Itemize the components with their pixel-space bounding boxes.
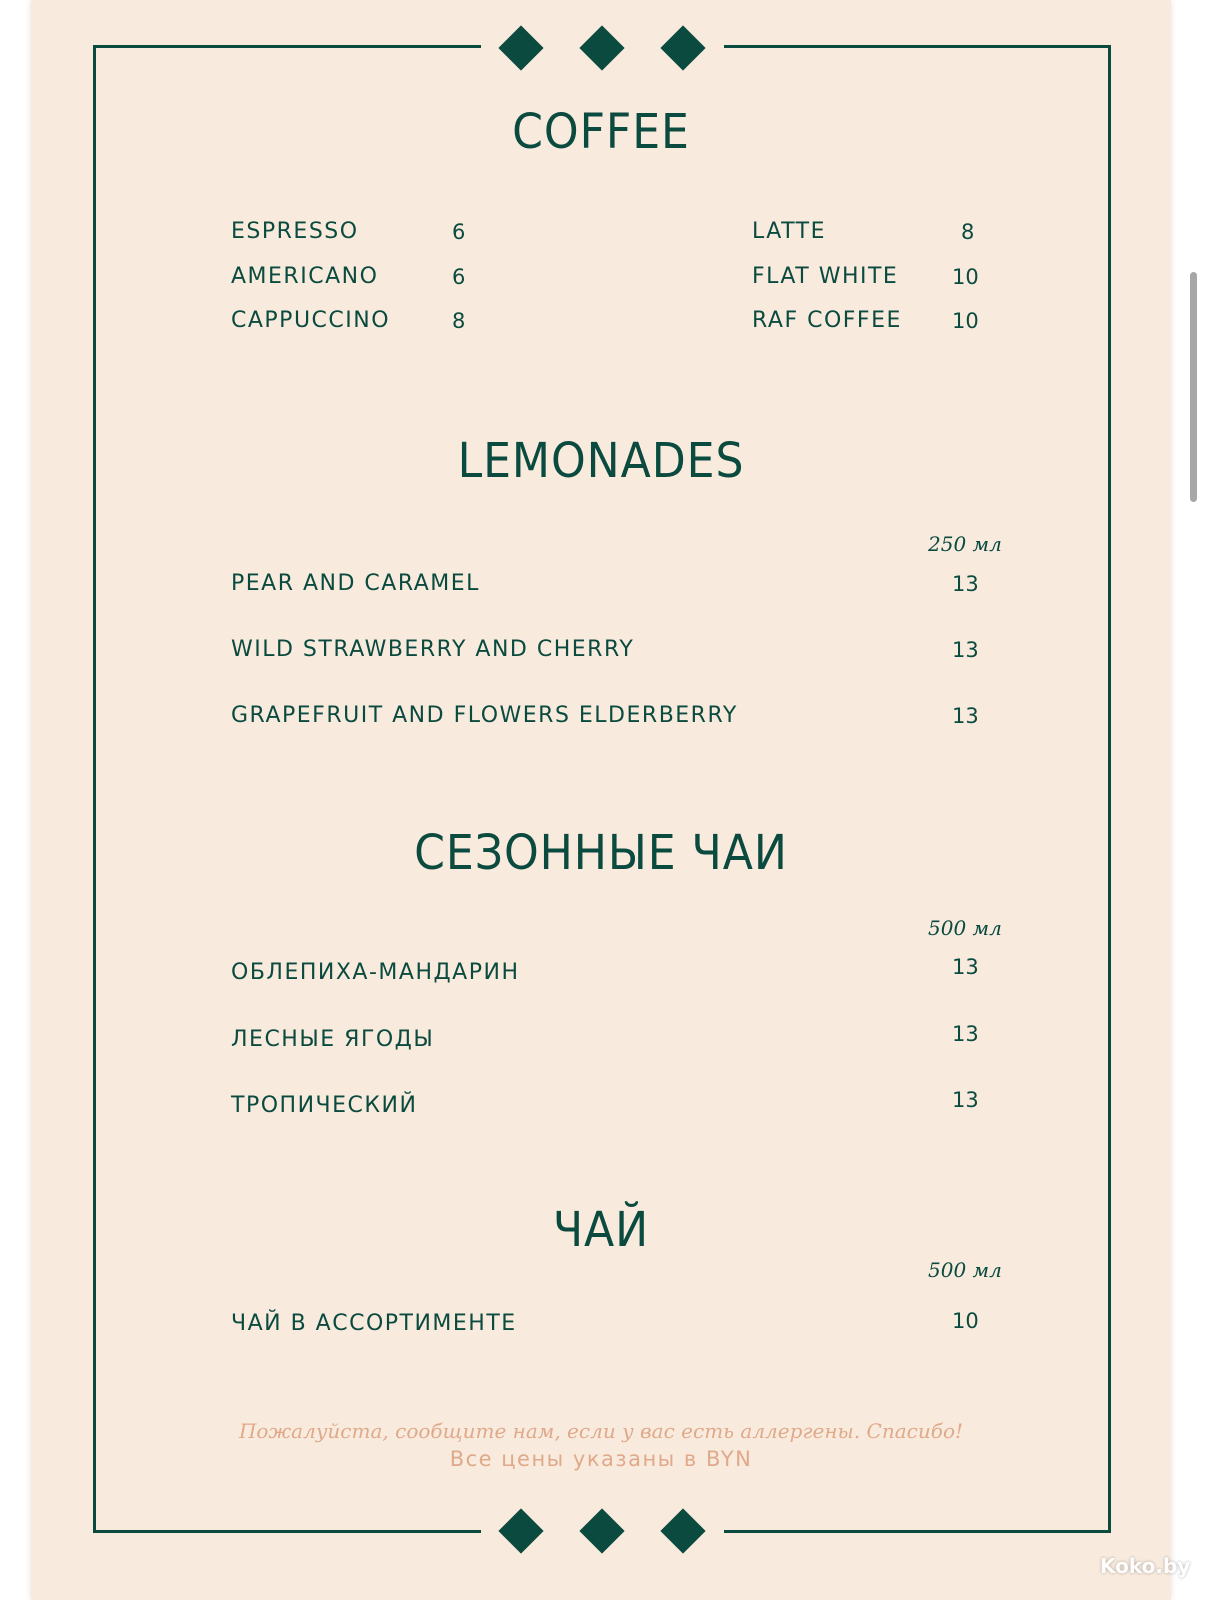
volume-label: 500 мл [928, 916, 1002, 940]
frame-bottom-right-line [724, 1530, 1111, 1533]
frame-left-line [93, 45, 96, 1533]
currency-note: Все цены указаны в BYN [449, 1447, 753, 1471]
section-title-seasonal-tea: СЕЗОННЫЕ ЧАИ [414, 825, 788, 881]
section-title-lemonades: LEMONADES [457, 433, 745, 489]
menu-item-price: 10 [952, 265, 979, 289]
frame-right-line [1108, 45, 1111, 1533]
menu-item-price: 13 [952, 1088, 979, 1112]
menu-item-name: FLAT WHITE [752, 264, 899, 289]
menu-item-name: ОБЛЕПИХА-МАНДАРИН [231, 960, 520, 985]
menu-item-price: 13 [952, 572, 979, 596]
watermark: Koko.by [1100, 1554, 1191, 1578]
frame-bottom-left-line [93, 1530, 481, 1533]
menu-item-price: 8 [961, 220, 975, 244]
menu-item-name: ЧАЙ В АССОРТИМЕНТЕ [231, 1311, 517, 1336]
menu-item-price: 10 [952, 1309, 979, 1333]
menu-item-name: WILD STRAWBERRY AND CHERRY [231, 637, 635, 662]
menu-item-price: 6 [452, 265, 466, 289]
volume-label: 250 мл [928, 532, 1002, 556]
menu-item-name: AMERICANO [231, 264, 379, 289]
menu-item-price: 8 [452, 309, 466, 333]
menu-item-price: 13 [952, 638, 979, 662]
frame-top-right-line [724, 45, 1111, 48]
allergen-note: Пожалуйста, сообщите нам, если у вас есть аллергены. Спасибо! [238, 1419, 964, 1443]
frame-top-left-line [93, 45, 481, 48]
menu-item-name: GRAPEFRUIT AND FLOWERS ELDERBERRY [231, 703, 738, 728]
menu-item-name: ТРОПИЧЕСКИЙ [231, 1093, 418, 1118]
vertical-scrollbar[interactable] [1190, 272, 1197, 502]
menu-item-price: 6 [452, 220, 466, 244]
menu-item-name: ЛЕСНЫЕ ЯГОДЫ [231, 1027, 435, 1052]
volume-label: 500 мл [928, 1258, 1002, 1282]
menu-item-name: PEAR AND CARAMEL [231, 571, 480, 596]
menu-item-name: CAPPUCCINO [231, 308, 391, 333]
menu-item-name: RAF COFFEE [752, 308, 902, 333]
menu-item-name: ESPRESSO [231, 219, 359, 244]
section-title-coffee: COFFEE [512, 104, 690, 160]
menu-item-name: LATTE [752, 219, 826, 244]
menu-item-price: 13 [952, 1022, 979, 1046]
section-title-tea: ЧАЙ [552, 1202, 650, 1258]
menu-item-price: 13 [952, 704, 979, 728]
menu-item-price: 10 [952, 309, 979, 333]
menu-page [31, 0, 1171, 1600]
menu-item-price: 13 [952, 955, 979, 979]
